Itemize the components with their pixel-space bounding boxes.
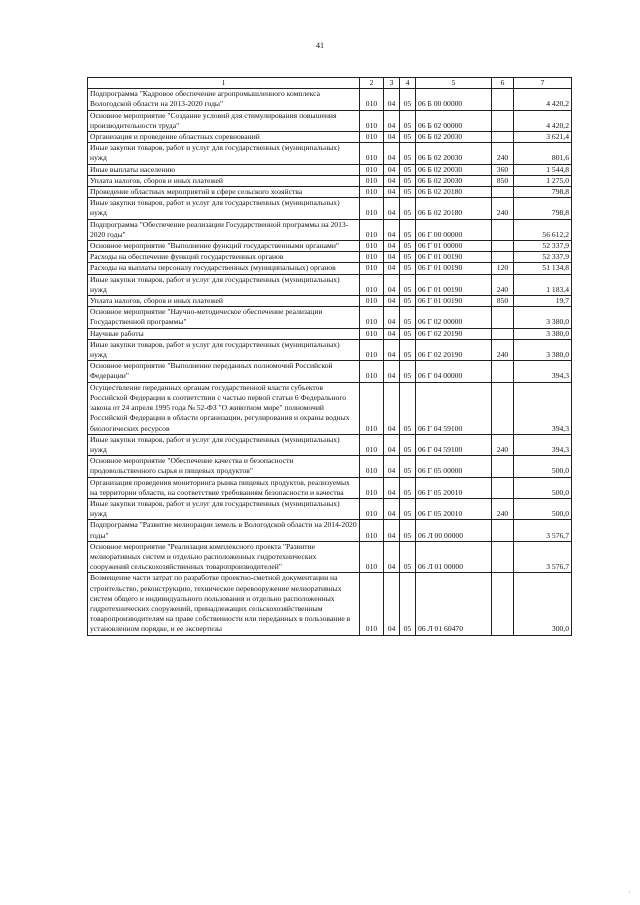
row-section-cell: 04 <box>384 132 400 143</box>
row-code-cell: 010 <box>360 110 384 131</box>
row-subsection-cell: 05 <box>400 252 416 263</box>
row-section-cell: 04 <box>384 175 400 186</box>
row-amount-cell: 52 337,9 <box>514 241 572 252</box>
row-expense-type-cell <box>492 89 514 110</box>
row-target-article-cell: 06 Г 00 00000 <box>416 219 492 240</box>
row-amount-cell: 1 275,0 <box>514 175 572 186</box>
table-row <box>88 241 572 252</box>
row-section-cell: 04 <box>384 187 400 198</box>
row-code-cell: 010 <box>360 541 384 573</box>
row-name-cell: Расходы на обеспечение функций государственных органов <box>88 252 360 263</box>
row-section-cell: 04 <box>384 263 400 274</box>
row-subsection-cell: 05 <box>400 198 416 219</box>
row-section-cell: 04 <box>384 296 400 307</box>
row-subsection-cell: 05 <box>400 274 416 295</box>
row-code-cell: 010 <box>360 339 384 360</box>
row-amount-cell: 3 380,0 <box>514 328 572 339</box>
row-section-cell: 04 <box>384 520 400 541</box>
row-amount-cell: 3 576,7 <box>514 541 572 573</box>
row-amount-cell: 394,3 <box>514 361 572 382</box>
table-row <box>88 328 572 339</box>
row-expense-type-cell <box>492 520 514 541</box>
row-subsection-cell: 05 <box>400 241 416 252</box>
row-target-article-cell: 06 Б 02 20180 <box>416 198 492 219</box>
row-expense-type-cell <box>492 361 514 382</box>
row-subsection-cell: 05 <box>400 110 416 131</box>
row-subsection-cell: 05 <box>400 296 416 307</box>
row-expense-type-cell: 240 <box>492 274 514 295</box>
row-name-cell: Расходы на выплаты персоналу государственных (муниципальных) органов <box>88 263 360 274</box>
row-name-cell: Иные закупки товаров, работ и услуг для государственных (муниципальных) нужд <box>88 143 360 164</box>
row-code-cell: 010 <box>360 219 384 240</box>
table-row <box>88 274 572 295</box>
table-row <box>88 573 572 635</box>
table-row <box>88 382 572 434</box>
row-code-cell: 010 <box>360 164 384 175</box>
row-name-cell: Иные закупки товаров, работ и услуг для государственных (муниципальных) нужд <box>88 434 360 455</box>
row-expense-type-cell <box>492 241 514 252</box>
row-section-cell: 04 <box>384 198 400 219</box>
row-amount-cell: 394,3 <box>514 434 572 455</box>
row-amount-cell: 3 621,4 <box>514 132 572 143</box>
header-cell: 1 <box>88 78 360 89</box>
row-code-cell: 010 <box>360 307 384 328</box>
row-target-article-cell: 06 Л 00 00000 <box>416 520 492 541</box>
row-name-cell: Подпрограмма "Обеспечение реализации Государственной программы на 2013-2020 годы" <box>88 219 360 240</box>
row-section-cell: 04 <box>384 456 400 477</box>
row-amount-cell: 3 380,0 <box>514 339 572 360</box>
row-code-cell: 010 <box>360 252 384 263</box>
row-expense-type-cell <box>492 307 514 328</box>
header-cell: 5 <box>416 78 492 89</box>
row-amount-cell: 798,8 <box>514 198 572 219</box>
row-expense-type-cell <box>492 477 514 498</box>
row-subsection-cell: 05 <box>400 456 416 477</box>
row-amount-cell: 52 337,9 <box>514 252 572 263</box>
table-body <box>88 89 572 635</box>
row-subsection-cell: 05 <box>400 164 416 175</box>
row-section-cell: 04 <box>384 219 400 240</box>
row-expense-type-cell: 240 <box>492 434 514 455</box>
budget-table <box>87 77 572 636</box>
row-target-article-cell: 06 Л 01 00000 <box>416 541 492 573</box>
row-name-cell: Подпрограмма "Развитие мелиорации земель в Вологодской области на 2014-2020 годы" <box>88 520 360 541</box>
row-section-cell: 04 <box>384 573 400 635</box>
row-target-article-cell: 06 Г 02 20190 <box>416 339 492 360</box>
row-code-cell: 010 <box>360 175 384 186</box>
row-section-cell: 04 <box>384 541 400 573</box>
row-expense-type-cell: 240 <box>492 143 514 164</box>
table-row <box>88 175 572 186</box>
row-name-cell: Возмещение части затрат по разработке проектно-сметной документации на строительство, реконструкцию, техническое перевооружение мелиоративных систем общего и индивидуального пользования и отдельно расположенных гидротехнических сооружений, принадлежащих сельскохозяйственным товаропроизводителям на праве собственности или переданных в пользование в установленном порядке, и ее экспертизы <box>88 573 360 635</box>
row-target-article-cell: 06 Б 02 20030 <box>416 132 492 143</box>
row-name-cell: Основное мероприятие "Реализация комплексного проекта "Развитие мелиоративных систем и отдельно расположенных гидротехнических сооружений сельскохозяйственных товаропроизводителей" <box>88 541 360 573</box>
row-section-cell: 04 <box>384 382 400 434</box>
row-subsection-cell: 05 <box>400 89 416 110</box>
row-subsection-cell: 05 <box>400 498 416 519</box>
row-code-cell: 010 <box>360 434 384 455</box>
row-subsection-cell: 05 <box>400 573 416 635</box>
row-code-cell: 010 <box>360 198 384 219</box>
row-target-article-cell: 06 Г 02 00000 <box>416 307 492 328</box>
row-name-cell: Иные закупки товаров, работ и услуг для государственных (муниципальных) нужд <box>88 339 360 360</box>
row-section-cell: 04 <box>384 434 400 455</box>
row-amount-cell: 500,0 <box>514 498 572 519</box>
table-row <box>88 498 572 519</box>
row-subsection-cell: 05 <box>400 339 416 360</box>
row-amount-cell: 3 576,7 <box>514 520 572 541</box>
row-name-cell: Иные закупки товаров, работ и услуг для государственных (муниципальных) нужд <box>88 198 360 219</box>
row-code-cell: 010 <box>360 132 384 143</box>
row-name-cell: Иные закупки товаров, работ и услуг для государственных (муниципальных) нужд <box>88 274 360 295</box>
row-subsection-cell: 05 <box>400 219 416 240</box>
header-cell: 4 <box>400 78 416 89</box>
table-row <box>88 361 572 382</box>
row-section-cell: 04 <box>384 477 400 498</box>
row-name-cell: Основное мероприятие "Создание условий для стимулирования повышения производительности труда" <box>88 110 360 131</box>
header-cell: 2 <box>360 78 384 89</box>
row-code-cell: 010 <box>360 520 384 541</box>
table-row <box>88 164 572 175</box>
table-row <box>88 456 572 477</box>
row-section-cell: 04 <box>384 307 400 328</box>
row-target-article-cell: 06 Б 02 00000 <box>416 110 492 131</box>
row-code-cell: 010 <box>360 328 384 339</box>
row-name-cell: Основное мероприятие "Обеспечение качества и безопасности продовольственного сырья и пищевых продуктов" <box>88 456 360 477</box>
row-target-article-cell: 06 Г 02 20190 <box>416 328 492 339</box>
row-section-cell: 04 <box>384 361 400 382</box>
row-expense-type-cell <box>492 132 514 143</box>
table-row <box>88 520 572 541</box>
row-target-article-cell: 06 Г 05 20010 <box>416 477 492 498</box>
row-target-article-cell: 06 Б 02 20030 <box>416 164 492 175</box>
table-row <box>88 307 572 328</box>
table-row <box>88 339 572 360</box>
row-subsection-cell: 05 <box>400 143 416 164</box>
row-subsection-cell: 05 <box>400 175 416 186</box>
row-expense-type-cell <box>492 219 514 240</box>
table-row <box>88 252 572 263</box>
row-name-cell: Уплата налогов, сборов и иных платежей <box>88 175 360 186</box>
row-expense-type-cell <box>492 328 514 339</box>
row-name-cell: Основное мероприятие "Научно-методическое обеспечение реализации Государственной программы" <box>88 307 360 328</box>
row-target-article-cell: 06 Б 00 00000 <box>416 89 492 110</box>
row-amount-cell: 500,0 <box>514 456 572 477</box>
row-target-article-cell: 06 Г 01 00190 <box>416 263 492 274</box>
row-expense-type-cell: 850 <box>492 175 514 186</box>
row-target-article-cell: 06 Б 02 20030 <box>416 175 492 186</box>
row-target-article-cell: 06 Г 05 20010 <box>416 498 492 519</box>
header-cell: 7 <box>514 78 572 89</box>
row-expense-type-cell <box>492 252 514 263</box>
row-expense-type-cell <box>492 541 514 573</box>
row-code-cell: 010 <box>360 498 384 519</box>
row-code-cell: 010 <box>360 477 384 498</box>
row-subsection-cell: 05 <box>400 382 416 434</box>
row-name-cell: Проведение областных мероприятий в сфере сельского хозяйства <box>88 187 360 198</box>
row-section-cell: 04 <box>384 143 400 164</box>
row-expense-type-cell: 120 <box>492 263 514 274</box>
row-code-cell: 010 <box>360 241 384 252</box>
row-code-cell: 010 <box>360 263 384 274</box>
table-row <box>88 263 572 274</box>
row-code-cell: 010 <box>360 382 384 434</box>
row-expense-type-cell: 850 <box>492 296 514 307</box>
row-amount-cell: 500,0 <box>514 477 572 498</box>
row-target-article-cell: 06 Г 05 00000 <box>416 456 492 477</box>
row-name-cell: Научные работы <box>88 328 360 339</box>
row-target-article-cell: 06 Г 01 00190 <box>416 296 492 307</box>
row-subsection-cell: 05 <box>400 520 416 541</box>
table-row <box>88 132 572 143</box>
row-name-cell: Подпрограмма "Кадровое обеспечение агропромышленного комплекса Вологодской области на 2013-2020 годы" <box>88 89 360 110</box>
row-name-cell: Организация проведения мониторинга рынка пищевых продуктов, реализуемых на территории области, на соответствие требованиям безопасности и качества <box>88 477 360 498</box>
table-row <box>88 110 572 131</box>
row-name-cell: Иные закупки товаров, работ и услуг для государственных (муниципальных) нужд <box>88 498 360 519</box>
row-expense-type-cell: 360 <box>492 164 514 175</box>
row-code-cell: 010 <box>360 143 384 164</box>
page-number: 41 <box>316 41 324 50</box>
row-section-cell: 04 <box>384 498 400 519</box>
row-section-cell: 04 <box>384 274 400 295</box>
row-section-cell: 04 <box>384 241 400 252</box>
row-code-cell: 010 <box>360 573 384 635</box>
table-row <box>88 89 572 110</box>
row-target-article-cell: 06 Г 04 59100 <box>416 434 492 455</box>
row-subsection-cell: 05 <box>400 434 416 455</box>
table-row <box>88 434 572 455</box>
row-amount-cell: 56 612,2 <box>514 219 572 240</box>
row-expense-type-cell <box>492 110 514 131</box>
row-subsection-cell: 05 <box>400 361 416 382</box>
row-amount-cell: 1 544,8 <box>514 164 572 175</box>
row-section-cell: 04 <box>384 252 400 263</box>
row-amount-cell: 3 380,0 <box>514 307 572 328</box>
header-cell: 3 <box>384 78 400 89</box>
row-name-cell: Осуществление переданных органам государственной власти субъектов Российской Федерации в соответствии с частью первой статьи 6 Федерального закона от 24 апреля 1995 года № 52-ФЗ "О животном мире" полномочий Российской Федерации в области организации, регулирования и охраны водных биологических ресурсов <box>88 382 360 434</box>
row-code-cell: 010 <box>360 274 384 295</box>
table-row <box>88 187 572 198</box>
table-row <box>88 296 572 307</box>
table-row <box>88 143 572 164</box>
row-amount-cell: 798,8 <box>514 187 572 198</box>
row-code-cell: 010 <box>360 361 384 382</box>
row-subsection-cell: 05 <box>400 263 416 274</box>
row-name-cell: Уплата налогов, сборов и иных платежей <box>88 296 360 307</box>
row-code-cell: 010 <box>360 187 384 198</box>
row-section-cell: 04 <box>384 328 400 339</box>
row-code-cell: 010 <box>360 456 384 477</box>
row-name-cell: Основное мероприятие "Выполнение переданных полномочий Российской Федерации" <box>88 361 360 382</box>
row-subsection-cell: 05 <box>400 541 416 573</box>
row-amount-cell: 4 420,2 <box>514 89 572 110</box>
row-section-cell: 04 <box>384 339 400 360</box>
row-expense-type-cell <box>492 456 514 477</box>
row-target-article-cell: 06 Г 04 59100 <box>416 382 492 434</box>
row-subsection-cell: 05 <box>400 477 416 498</box>
row-target-article-cell: 06 Г 04 00000 <box>416 361 492 382</box>
row-amount-cell: 801,6 <box>514 143 572 164</box>
row-code-cell: 010 <box>360 296 384 307</box>
table-row <box>88 541 572 573</box>
row-expense-type-cell: 240 <box>492 339 514 360</box>
row-amount-cell: 394,3 <box>514 382 572 434</box>
row-subsection-cell: 05 <box>400 132 416 143</box>
row-section-cell: 04 <box>384 164 400 175</box>
row-amount-cell: 4 420,2 <box>514 110 572 131</box>
row-target-article-cell: 06 Б 02 20030 <box>416 143 492 164</box>
row-expense-type-cell <box>492 187 514 198</box>
row-expense-type-cell <box>492 573 514 635</box>
page-corner-mark: ' <box>628 891 630 897</box>
row-subsection-cell: 05 <box>400 328 416 339</box>
row-target-article-cell: 06 Г 01 00190 <box>416 274 492 295</box>
row-amount-cell: 1 183,4 <box>514 274 572 295</box>
row-target-article-cell: 06 Г 01 00190 <box>416 252 492 263</box>
row-code-cell: 010 <box>360 89 384 110</box>
row-name-cell: Основное мероприятие "Выполнение функций государственными органами" <box>88 241 360 252</box>
row-target-article-cell: 06 Л 01 60470 <box>416 573 492 635</box>
row-amount-cell: 300,0 <box>514 573 572 635</box>
table-row <box>88 477 572 498</box>
row-amount-cell: 51 134,8 <box>514 263 572 274</box>
table-row <box>88 198 572 219</box>
row-name-cell: Организация и проведение областных соревнований <box>88 132 360 143</box>
table-row <box>88 219 572 240</box>
header-cell: 6 <box>492 78 514 89</box>
row-amount-cell: 19,7 <box>514 296 572 307</box>
row-expense-type-cell: 240 <box>492 498 514 519</box>
row-target-article-cell: 06 Б 02 20180 <box>416 187 492 198</box>
table-header-row <box>88 78 572 89</box>
row-expense-type-cell: 240 <box>492 198 514 219</box>
row-expense-type-cell <box>492 382 514 434</box>
row-section-cell: 04 <box>384 110 400 131</box>
row-target-article-cell: 06 Г 01 00000 <box>416 241 492 252</box>
row-section-cell: 04 <box>384 89 400 110</box>
row-subsection-cell: 05 <box>400 307 416 328</box>
row-subsection-cell: 05 <box>400 187 416 198</box>
row-name-cell: Иные выплаты населению <box>88 164 360 175</box>
